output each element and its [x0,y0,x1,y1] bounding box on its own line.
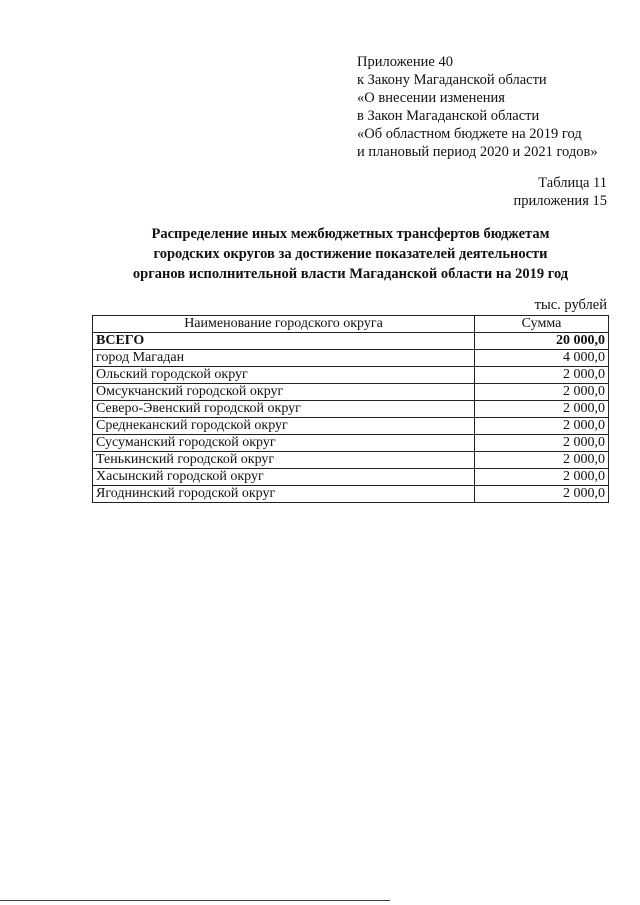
annex-line: к Закону Магаданской области [357,72,547,88]
page-bottom-rule [0,900,390,901]
total-sum: 20 000,0 [475,333,609,350]
unit-label: тыс. рублей [534,297,607,313]
district-name: Северо-Эвенский городской округ [93,401,475,418]
table-number: Таблица 11 [538,175,607,191]
table-row [93,367,609,384]
district-sum: 2 000,0 [475,452,609,469]
district-name: Омсукчанский городской округ [93,384,475,401]
table-row [93,384,609,401]
annex-line: Приложение 40 [357,54,453,70]
total-label: ВСЕГО [93,333,475,350]
district-name: город Магадан [93,350,475,367]
table-header-row [93,316,609,333]
district-sum: 2 000,0 [475,486,609,503]
district-sum: 4 000,0 [475,350,609,367]
table-row [93,401,609,418]
header-name: Наименование городского округа [93,316,475,333]
district-name: Ягоднинский городской округ [93,486,475,503]
district-name: Тенькинский городской округ [93,452,475,469]
title-line: органов исполнительной власти Магаданской области на 2019 год [132,266,569,282]
district-sum: 2 000,0 [475,401,609,418]
annex-line: в Закон Магаданской области [357,108,540,124]
header-sum: Сумма [475,316,609,333]
table-row [93,350,609,367]
document-title [92,224,609,284]
table-row [93,452,609,469]
table-row [93,469,609,486]
district-sum: 2 000,0 [475,435,609,452]
appendix-number: приложения 15 [513,193,607,209]
table-row [93,486,609,503]
title-line: Распределение иных межбюджетных трансфертов бюджетам [151,226,550,242]
annex-line: «О внесении изменения [357,90,505,106]
annex-line: и плановый период 2020 и 2021 годов» [357,144,598,160]
district-name: Хасынский городской округ [93,469,475,486]
annex-line: «Об областном бюджете на 2019 год [357,126,582,142]
district-name: Среднеканский городской округ [93,418,475,435]
total-row [93,333,609,350]
district-sum: 2 000,0 [475,384,609,401]
district-name: Ольский городской округ [93,367,475,384]
district-name: Сусуманский городской округ [93,435,475,452]
district-sum: 2 000,0 [475,469,609,486]
table-reference [514,174,607,210]
district-sum: 2 000,0 [475,367,609,384]
title-line: городских округов за достижение показателей деятельности [153,246,548,262]
annex-header [357,53,598,161]
table-row [93,435,609,452]
district-sum: 2 000,0 [475,418,609,435]
table-row [93,418,609,435]
transfers-table [92,315,609,503]
